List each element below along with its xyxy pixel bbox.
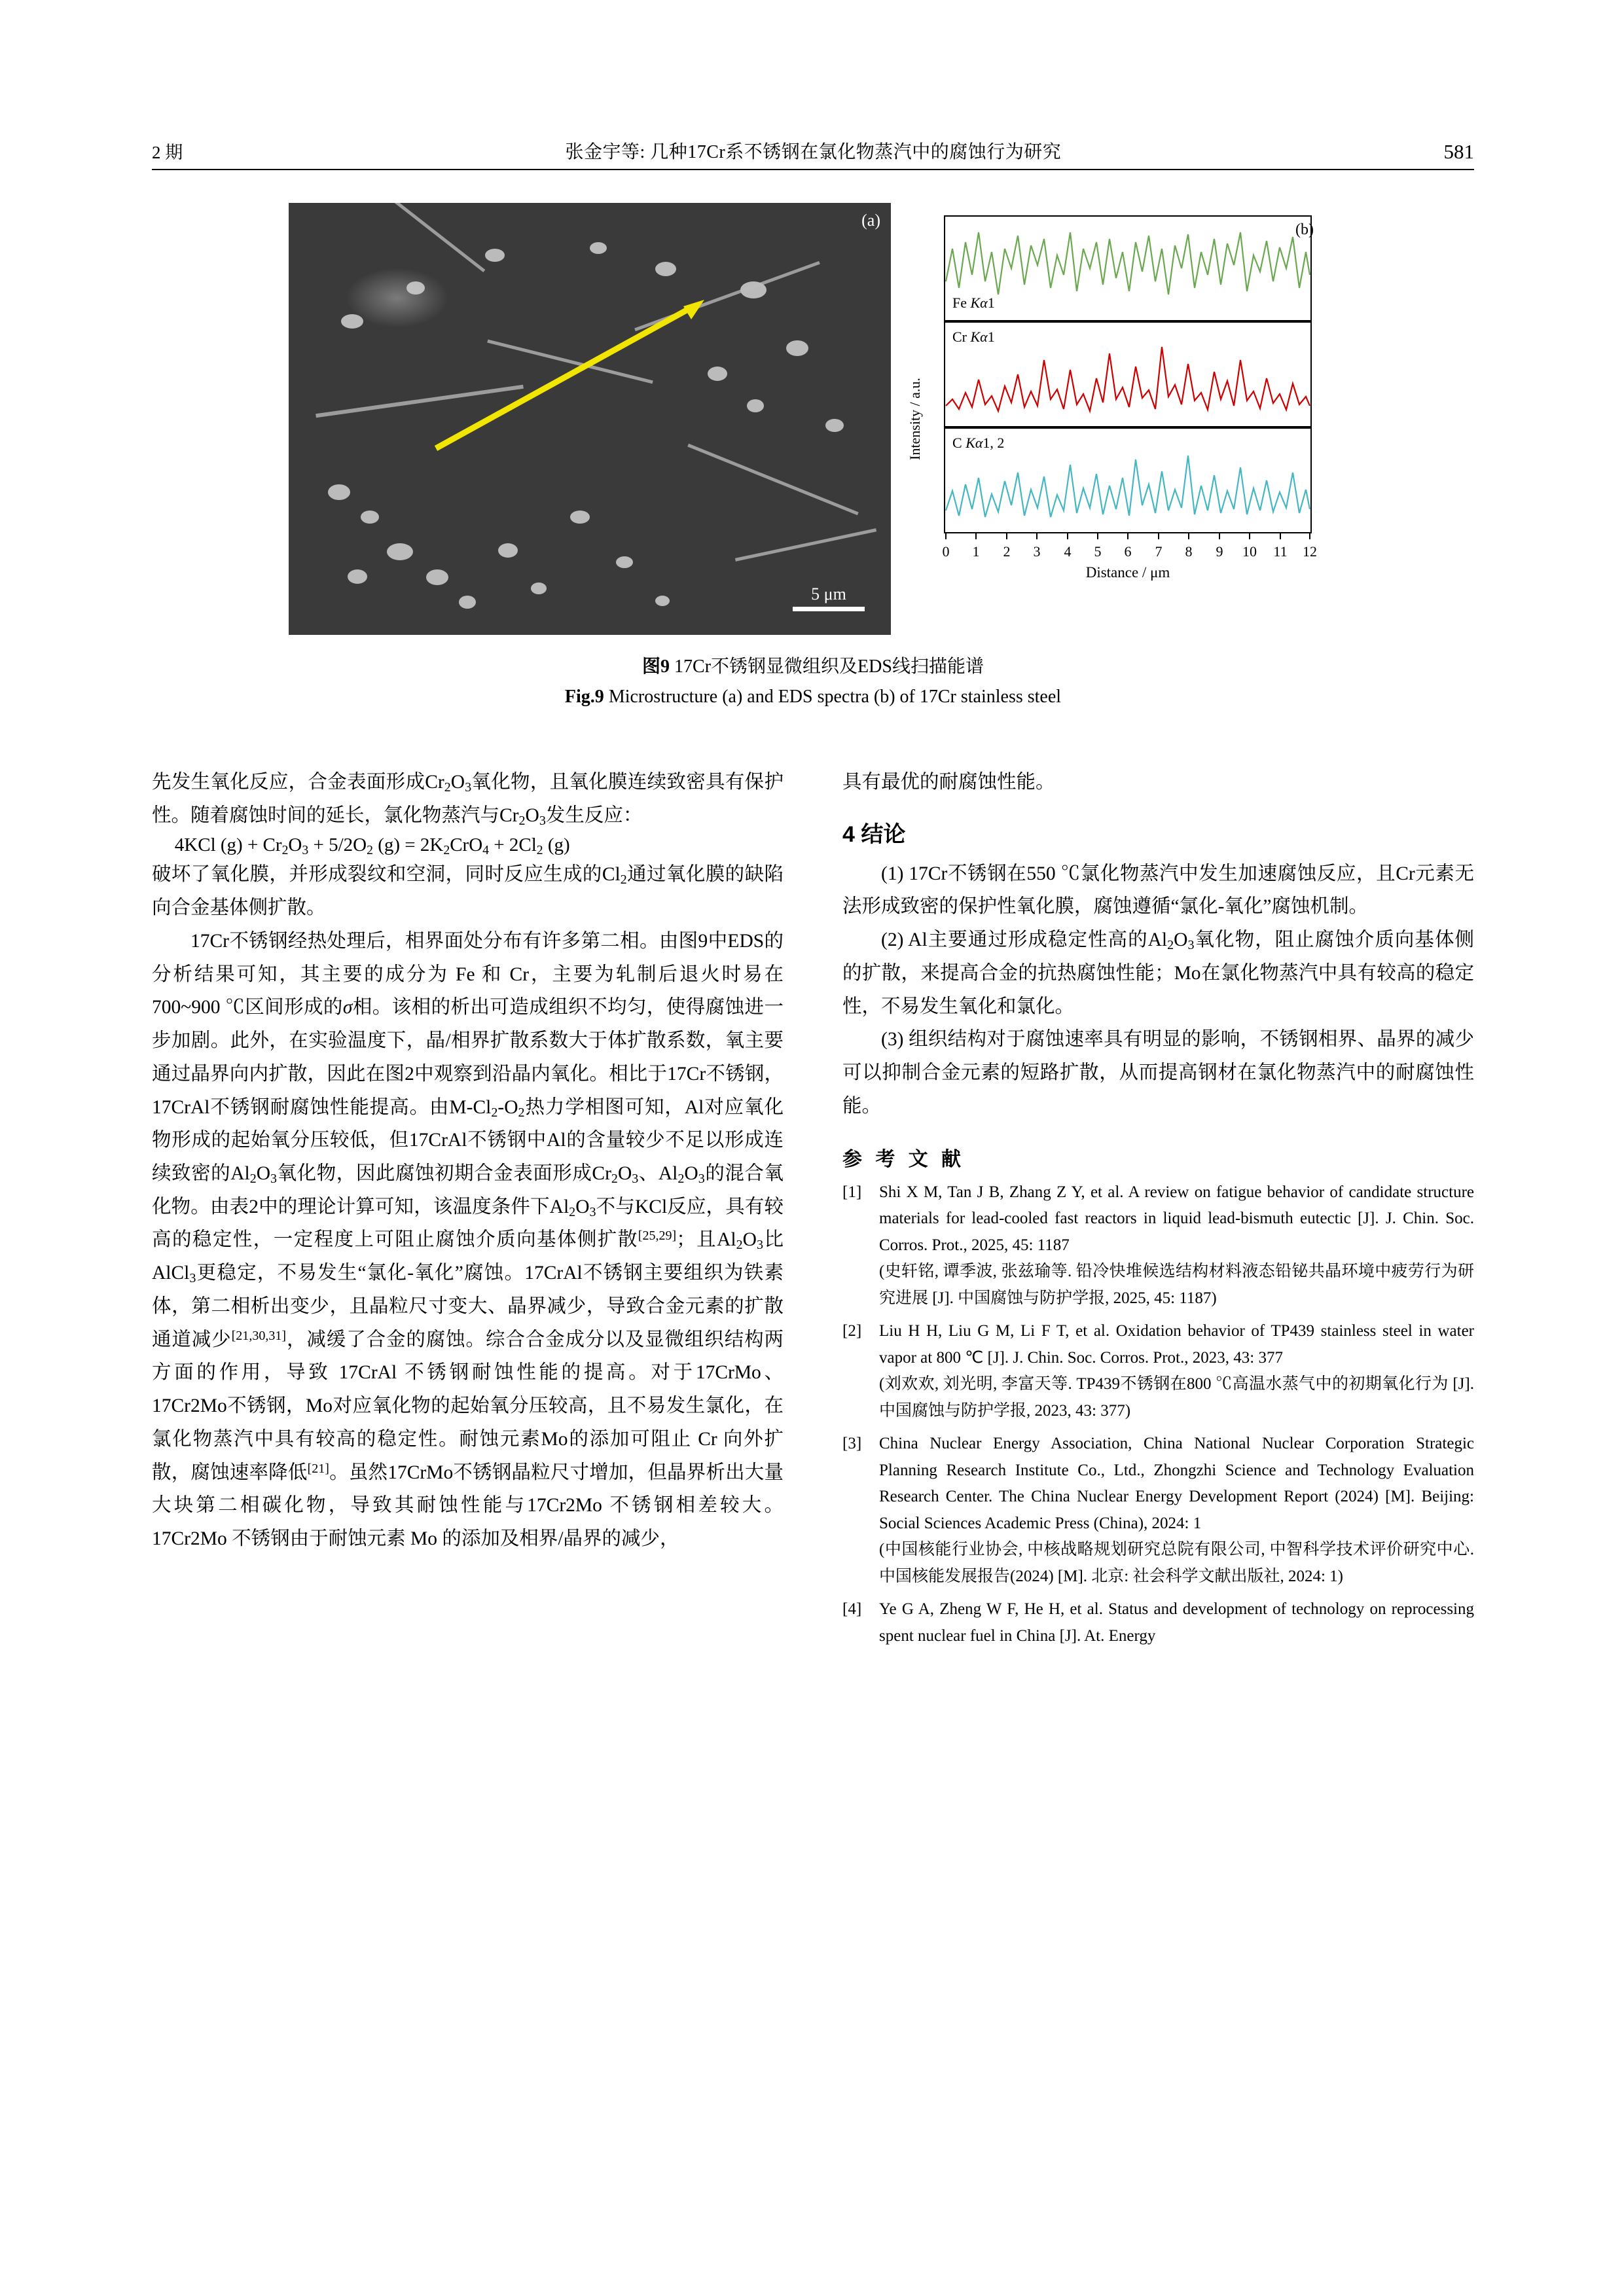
header-running-title: 张金宇等: 几种17Cr系不锈钢在氯化物蒸汽中的腐蚀行为研究	[565, 142, 1062, 162]
svg-text:9: 9	[1216, 543, 1223, 560]
eds-trace-label-cr: Cr Kα1	[952, 329, 995, 345]
panel-a-label: (a)	[861, 211, 880, 230]
section-heading-conclusions: 4 结论	[842, 821, 906, 847]
svg-text:6: 6	[1124, 543, 1132, 560]
reference-item	[842, 1596, 1474, 1649]
eds-scan-line-arrow	[429, 295, 711, 458]
svg-text:10: 10	[1242, 543, 1257, 560]
conclusion-3: (3) 组织结构对于腐蚀速率具有明显的影响，不锈钢相界、晶界的减少可以抑制合金元素的短路扩散，从而提高钢材在氯化物蒸汽中的耐腐蚀性能。	[842, 1029, 1474, 1117]
svg-text:4: 4	[1064, 543, 1072, 560]
paragraph-continued: 具有最优的耐腐蚀性能。	[842, 772, 1055, 793]
reference-item	[842, 1431, 1474, 1590]
reference-number: [1]	[842, 1183, 862, 1201]
left-column	[152, 766, 784, 2193]
equation-kcl-reaction: 4KCl $(g) + Cr_2O_3 + 5/2O_2$ $(g) = 2K_2CrO_4 + 2Cl_2$ (g)	[174, 834, 570, 858]
figure-panels	[152, 203, 1474, 635]
svg-text:8: 8	[1185, 543, 1193, 560]
page-header	[152, 137, 1474, 164]
reference-text	[879, 1596, 1474, 1649]
reference-text-en: Ye G A, Zheng W F, He H, et al. Status and development of technology on reprocessing spent nuclear fuel in China [J]. At. Energy	[879, 1600, 1474, 1645]
reference-text-en: China Nuclear Energy Association, China National Nuclear Corporation Strategic Planning Research Institute Co., Ltd., Zhongzhi Science and Technology Evaluation Research Center. The China Nuclear Energy Development Report (2024) [M]. Beijing: Social Sciences Academic Press (China), 2024: 1	[879, 1435, 1474, 1532]
scale-bar-line	[793, 607, 865, 611]
figure-caption-cn-label: 图9	[642, 656, 670, 677]
svg-text:2: 2	[1003, 543, 1011, 560]
right-column	[842, 766, 1474, 2193]
reference-text-en: Shi X M, Tan J B, Zhang Z Y, et al. A review on fatigue behavior of candidate structure materials for lead-cooled fast reactors in liquid lead-bismuth eutectic [J]. J. Chin. Soc. Corros. Prot., 2025, 45: 1187	[879, 1183, 1474, 1254]
eds-y-axis-label: Intensity / a.u.	[907, 378, 923, 460]
sem-micrograph-panel-a	[289, 203, 891, 635]
paragraph-oxidation: 先发生氧化反应，合金表面形成$Cr_2O_3$氧化物，且氧化膜连续致密具有保护性。随着腐蚀时间的延长，氯化物蒸汽与$Cr_2O_3$发生反应：	[152, 772, 784, 828]
reference-number: [4]	[842, 1600, 862, 1619]
svg-text:1: 1	[972, 543, 980, 560]
page-number: 581	[1443, 140, 1474, 163]
svg-text:11: 11	[1273, 543, 1288, 560]
figure-caption-cn: 17Cr不锈钢显微组织及EDS线扫描能谱	[674, 656, 984, 677]
header-issue: 2 期	[152, 143, 183, 162]
eds-trace-label-fe: Fe Kα1	[952, 295, 995, 311]
eds-x-tick-labels	[943, 543, 1318, 560]
eds-trace-label-c: C Kα1, 2	[952, 435, 1005, 451]
figure-caption	[152, 652, 1474, 712]
svg-text:5: 5	[1094, 543, 1102, 560]
figure-9	[152, 203, 1474, 712]
svg-text:12: 12	[1303, 543, 1317, 560]
reference-text-cn: (中国核能行业协会, 中核战略规划研究总院有限公司, 中智科学技术评价研究中心. 中国核能发展报告(2024) [M]. 北京: 社会科学文献出版社, 2024: 1)	[879, 1541, 1474, 1585]
conclusion-1: (1) 17Cr不锈钢在550 ℃氯化物蒸汽中发生加速腐蚀反应，且Cr元素无法形成致密的保护性氧化膜，腐蚀遵循“氯化-氧化”腐蚀机制。	[842, 863, 1474, 918]
figure-caption-en-label: Fig.9	[564, 687, 604, 708]
paragraph-film-damage: 破坏了氧化膜，并形成裂纹和空洞，同时反应生成的$Cl_2$通过氧化膜的缺陷向合金基体侧扩散。	[152, 864, 784, 919]
reference-text-cn: (史轩铭, 谭季波, 张兹瑜等. 铅冷快堆候选结构材料液态铅铋共晶环境中疲劳行为研究进展 [J]. 中国腐蚀与防护学报, 2025, 45: 1187)	[879, 1263, 1474, 1307]
reference-item	[842, 1179, 1474, 1312]
eds-spectra-panel-b	[905, 203, 1337, 635]
figure-caption-en: Microstructure (a) and EDS spectra (b) of 17Cr stainless steel	[608, 687, 1062, 708]
references-heading: 参 考 文 献	[842, 1148, 965, 1170]
reference-text-en: Liu H H, Liu G M, Li F T, et al. Oxidation behavior of TP439 stainless steel in water vapor at 800 ℃ [J]. J. Chin. Soc. Corros. Prot., 2023, 43: 377	[879, 1322, 1474, 1367]
reference-text	[879, 1431, 1474, 1590]
paragraph-microstructure-discussion: 17Cr不锈钢经热处理后，相界面处分布有许多第二相。由图9中EDS的分析结果可知，其主要的成分为 Fe 和 Cr，主要为轧制后退火时易在 700~900 ℃区间形成的σ相。该相的析出可造成组织不均匀，使得腐蚀进一步加剧。此外，在实验温度下，晶/相界扩散系数大于体扩散系数，氧主要通过晶界向内扩散，因此在图2中观察到沿晶内氧化。相比于17Cr不锈钢，17CrAl不锈钢耐腐蚀性能提高。由$M-Cl_2-O_2$热力学相图可知，Al对应氧化物形成的起始氧分压较低，但17CrAl不锈钢中Al的含量较少不足以形成连续致密的$Al_2O_3$氧化物，因此腐蚀初期合金表面形成$Cr_2O_3$、$Al_2O_3$的混合氧化物。由表2中的理论计算可知，该温度条件下$Al_2O_3$不与KCl反应，具有较高的稳定性，一定程度上可阻止腐蚀介质向基体侧扩散[25,29]；且$Al_2O_3$比AlCl$_3$更稳定，不易发生“氯化-氧化”腐蚀。17CrAl不锈钢主要组织为铁素体，第二相析出变少，且晶粒尺寸变大、晶界减少，导致合金元素的扩散通道减少[21,30,31]，减缓了合金的腐蚀。综合合金成分以及显微组织结构两方面的作用，导致 17CrAl 不锈钢耐蚀性能的提高。对于17CrMo、17Cr2Mo不锈钢，Mo对应氧化物的起始氧分压较高，且不易发生氯化，在氯化物蒸汽中具有较高的稳定性。耐蚀元素Mo的添加可阻止 Cr 向外扩散，腐蚀速率降低[21]。虽然17CrMo不锈钢晶粒尺寸增加，但晶界析出大量大块第二相碳化物，导致其耐蚀性能与17Cr2Mo 不锈钢相差较大。17Cr2Mo 不锈钢由于耐蚀元素 Mo 的添加及相界/晶界的减少，	[152, 930, 784, 1550]
reference-text	[879, 1179, 1474, 1312]
panel-b-label: (b)	[1295, 221, 1314, 238]
conclusion-2: (2) Al主要通过形成稳定性高的$Al_2O_3$氧化物，阻止腐蚀介质向基体侧的扩散，来提高合金的抗热腐蚀性能；Mo在氯化物蒸汽中具有较高的稳定性，不易发生氧化和氯化。	[842, 929, 1474, 1017]
svg-text:0: 0	[942, 543, 950, 560]
reference-text-cn: (刘欢欢, 刘光明, 李富天等. TP439不锈钢在800 ℃高温水蒸气中的初期氧化行为 [J]. 中国腐蚀与防护学报, 2023, 43: 377)	[879, 1375, 1474, 1420]
header-rule	[152, 169, 1474, 170]
reference-item	[842, 1318, 1474, 1424]
body-columns	[152, 766, 1474, 2193]
svg-text:7: 7	[1155, 543, 1163, 560]
scale-bar	[793, 584, 865, 611]
reference-number: [2]	[842, 1322, 862, 1340]
svg-text:3: 3	[1033, 543, 1041, 560]
eds-x-axis-label: Distance / μm	[1085, 564, 1170, 581]
reference-text	[879, 1318, 1474, 1424]
scale-bar-label: 5 μm	[811, 584, 846, 603]
reference-number: [3]	[842, 1435, 862, 1453]
